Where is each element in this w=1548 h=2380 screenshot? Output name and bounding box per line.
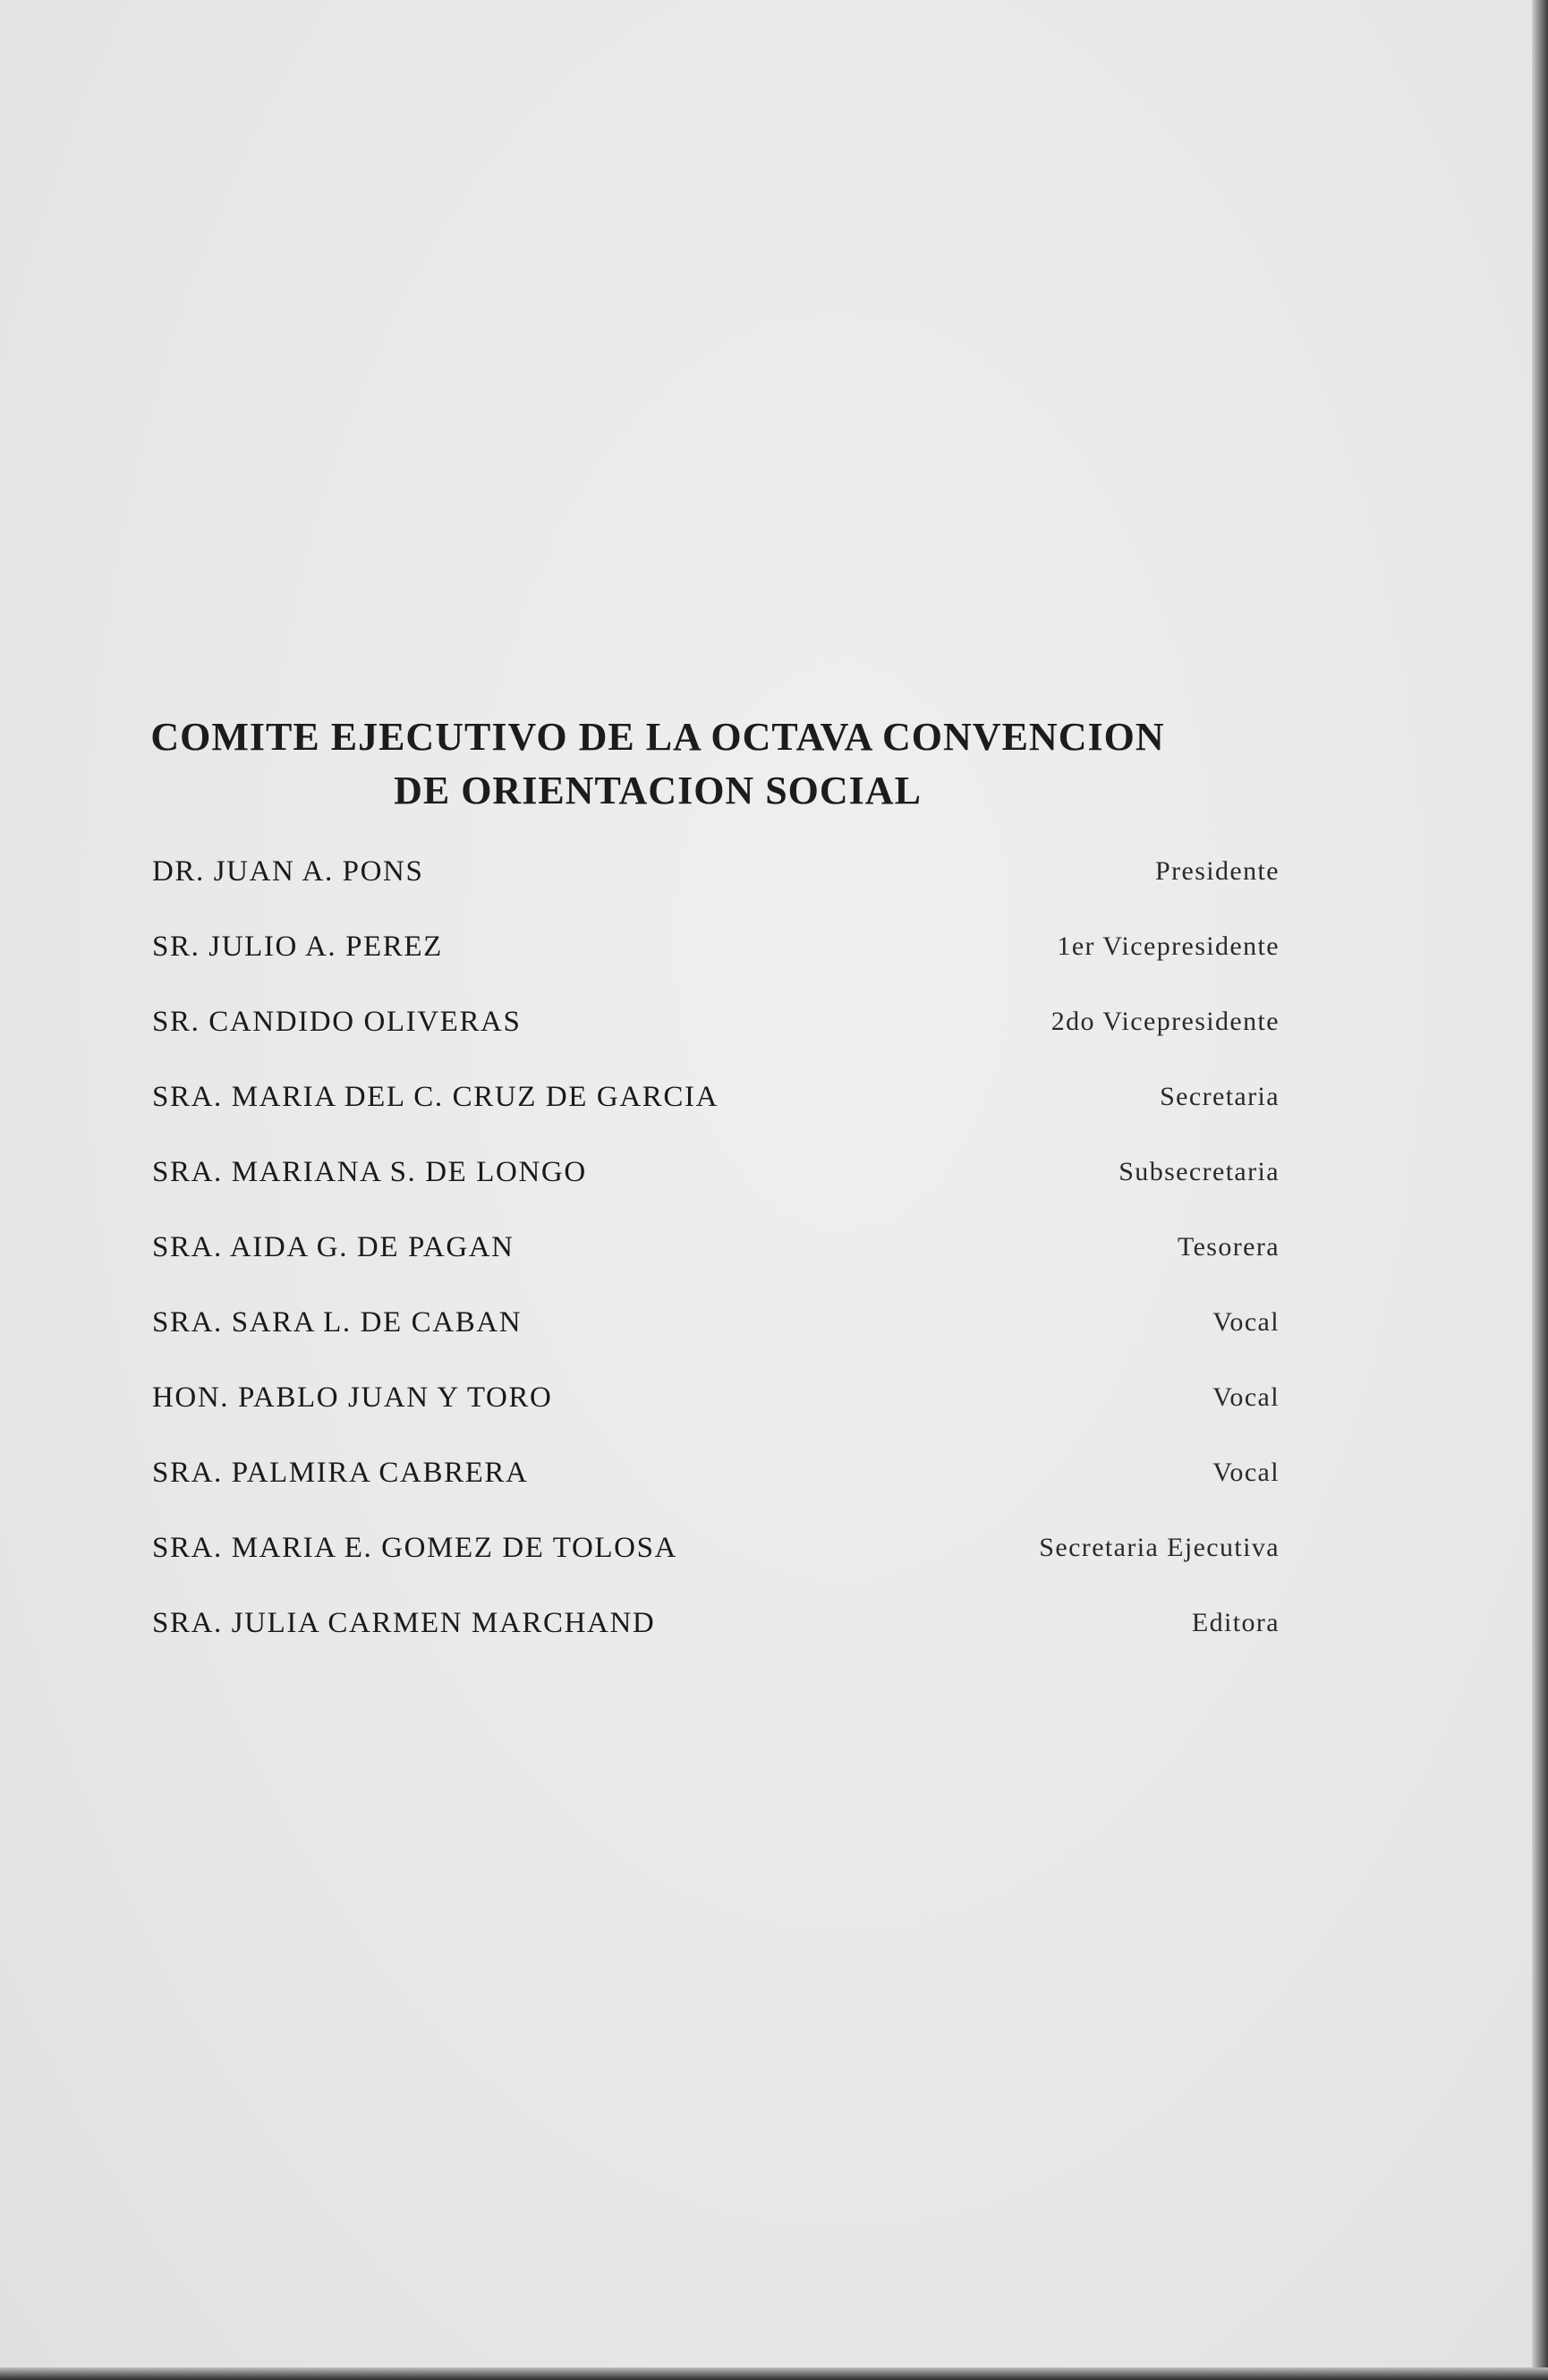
member-name: SRA. PALMIRA CABRERA	[152, 1457, 529, 1489]
roster-row	[152, 1152, 1280, 1228]
member-role: 2do Vicepresidente	[1050, 1007, 1280, 1036]
member-name: SRA. MARIANA S. DE LONGO	[152, 1156, 587, 1188]
roster-row	[152, 1603, 1280, 1679]
roster-row	[152, 1303, 1280, 1378]
member-role: Subsecretaria	[1118, 1157, 1280, 1186]
member-role: Secretaria Ejecutiva	[1039, 1533, 1280, 1562]
member-name: SRA. MARIA E. GOMEZ DE TOLOSA	[152, 1532, 677, 1564]
roster-row	[152, 852, 1280, 927]
page-edge-shadow-bottom	[0, 2367, 1548, 2380]
member-role: Tesorera	[1177, 1232, 1280, 1262]
page-edge-shadow-right	[1532, 0, 1548, 2380]
roster-row	[152, 927, 1280, 1002]
member-role: 1er Vicepresidente	[1057, 931, 1280, 961]
member-name: SR. CANDIDO OLIVERAS	[152, 1006, 522, 1038]
member-name: SRA. AIDA G. DE PAGAN	[152, 1231, 515, 1263]
member-name: DR. JUAN A. PONS	[152, 855, 424, 888]
member-role: Presidente	[1155, 856, 1280, 886]
member-name: SR. JULIO A. PEREZ	[152, 931, 443, 963]
page-title-line-1: COMITE EJECUTIVO DE LA OCTAVA CONVENCION	[150, 715, 1165, 759]
member-name: SRA. SARA L. DE CABAN	[152, 1306, 523, 1339]
member-name: SRA. MARIA DEL C. CRUZ DE GARCIA	[152, 1081, 719, 1113]
member-role: Vocal	[1212, 1382, 1280, 1412]
roster-row	[152, 1002, 1280, 1077]
committee-roster	[152, 852, 1280, 1679]
page-title-line-2: DE ORIENTACION SOCIAL	[394, 769, 922, 812]
roster-row	[152, 1378, 1280, 1453]
roster-row	[152, 1228, 1280, 1303]
member-role: Editora	[1191, 1608, 1280, 1637]
member-name: SRA. JULIA CARMEN MARCHAND	[152, 1607, 656, 1639]
member-role: Secretaria	[1160, 1082, 1280, 1111]
roster-row	[152, 1077, 1280, 1152]
roster-row	[152, 1528, 1280, 1603]
member-name: HON. PABLO JUAN Y TORO	[152, 1381, 553, 1414]
roster-row	[152, 1453, 1280, 1528]
member-role: Vocal	[1212, 1458, 1280, 1487]
member-role: Vocal	[1212, 1307, 1280, 1337]
